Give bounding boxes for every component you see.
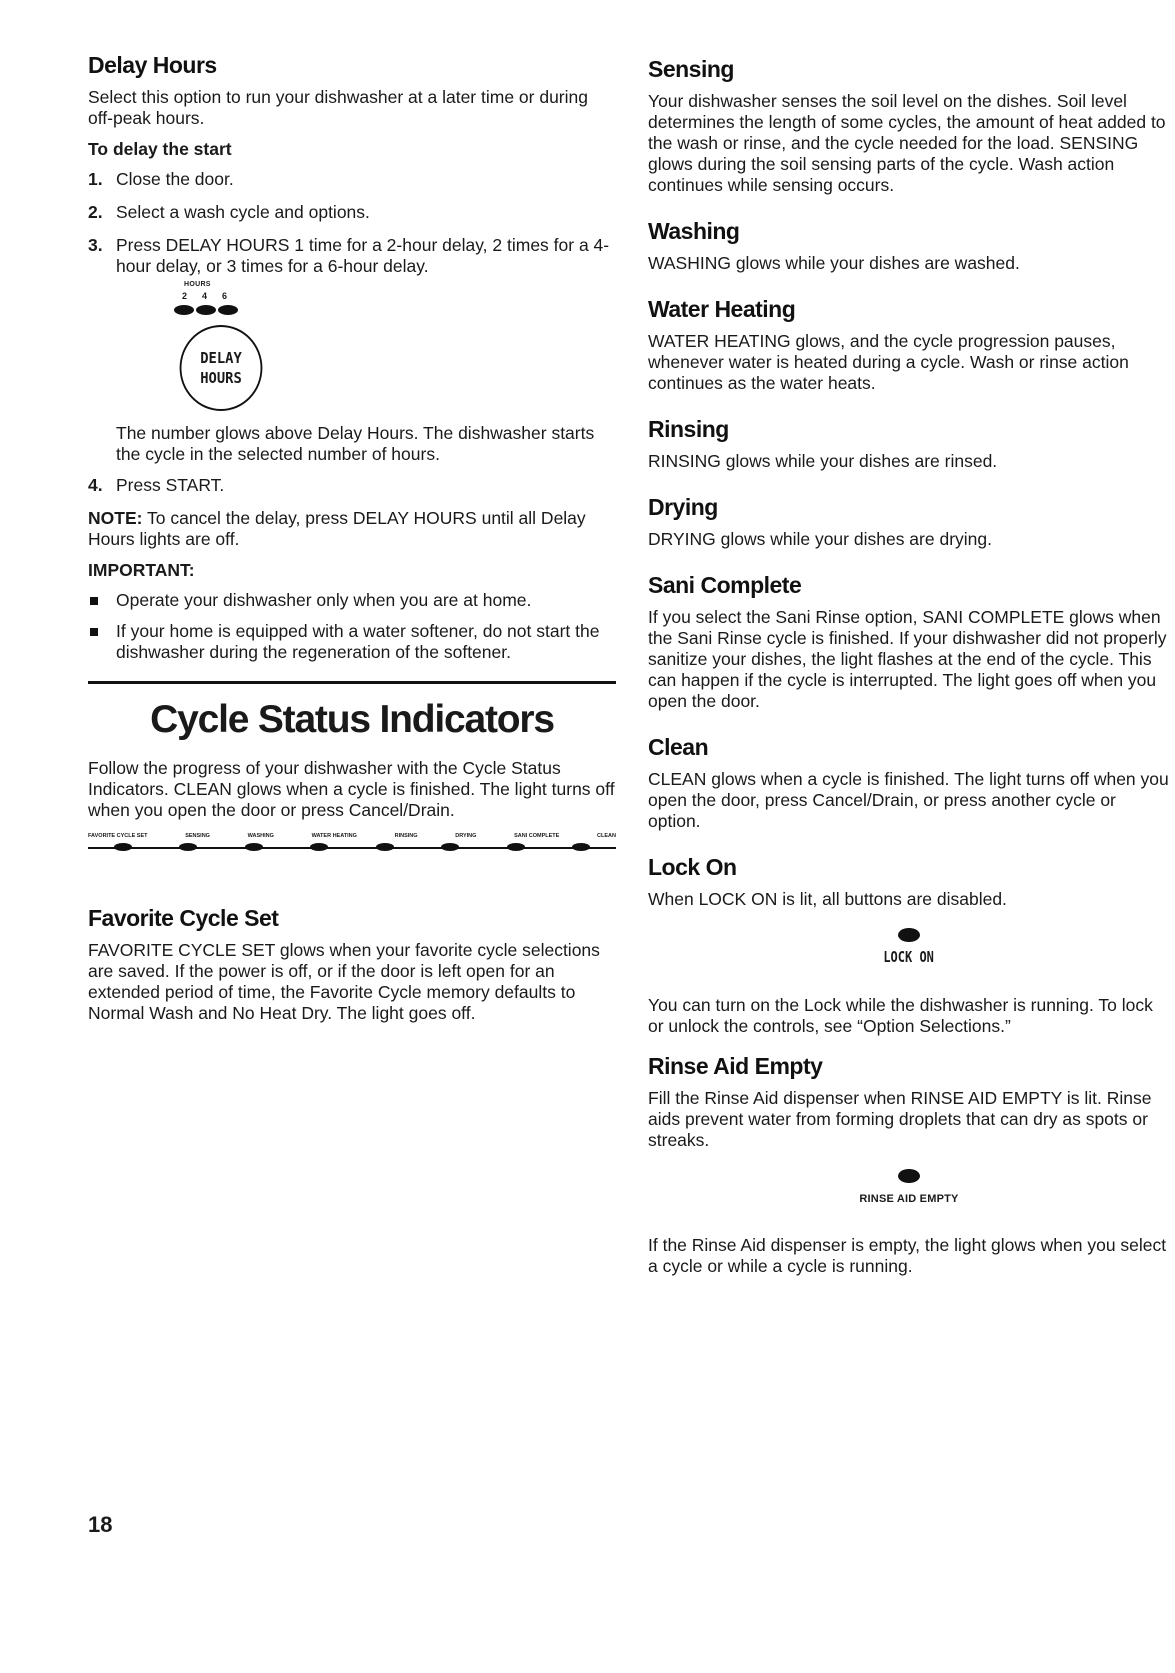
step-1: 1. Close the door. [88,169,234,189]
led-icon [507,843,525,851]
status-strip-labels: FAVORITE CYCLE SET SENSING WASHING WATER HEATING RINSING DRYING SANI COMPLETE CLEAN [88,833,616,839]
sani-complete-section [648,572,1170,712]
page-number: 18 [88,1512,113,1537]
rinse-aid-label: RINSE AID EMPTY [859,1193,959,1205]
rinse-aid-indicator-illustration [648,1169,1170,1207]
led-icon [441,843,459,851]
led-icon [245,843,263,851]
important-label: IMPORTANT: [88,560,195,580]
favorite-cycle-section [88,905,616,1024]
lock-on-label: LOCK ON [883,948,935,966]
sensing-section [648,56,1170,196]
washing-section [648,218,1170,274]
clean-text: CLEAN glows when a cycle is finished. The light turns off when you open the door, press Cancel/Drain, or press another cycle or option. [648,769,1169,831]
step-3: 3. Press DELAY HOURS 1 time for a 2-hour delay, 2 times for a 4-hour delay, or 3 times for a 6-hour delay. [88,235,610,276]
favorite-cycle-heading: Favorite Cycle Set [88,905,279,931]
delay-hours-section [88,52,616,663]
lock-on-indicator-illustration [648,928,1170,967]
rinsing-section [648,416,1170,472]
hours-led-row [174,305,238,315]
lock-on-text: When LOCK ON is lit, all buttons are disabled. [648,889,1007,909]
led-6-hours-icon [218,305,238,315]
water-heating-text: WATER HEATING glows, and the cycle progression pauses, whenever water is heated during a cycle. Wash or rinse action continues as the water heats. [648,331,1129,393]
rinsing-text: RINSING glows while your dishes are rinsed. [648,451,998,471]
drying-text: DRYING glows while your dishes are drying. [648,529,992,549]
rinse-aid-section [648,1053,1170,1277]
washing-heading: Washing [648,218,740,244]
delay-hours-intro: Select this option to run your dishwasher at a later time or during off-peak hours. [88,87,588,128]
sani-complete-heading: Sani Complete [648,572,802,598]
led-2-hours-icon [174,305,194,315]
favorite-cycle-text: FAVORITE CYCLE SET glows when your favorite cycle selections are saved. If the power is off, or if the door is left open for an extended period of time, the Favorite Cycle memory defaults to Normal Wash and No Heat Dry. The light goes off. [88,940,600,1023]
delay-note: NOTE: To cancel the delay, press DELAY HOURS until all Delay Hours lights are off. [88,508,586,549]
bullet-item: Operate your dishwasher only when you are at home. [88,590,616,611]
lock-on-heading: Lock On [648,854,737,880]
sensing-heading: Sensing [648,56,734,82]
clean-section [648,734,1170,832]
water-heating-section [648,296,1170,394]
rinsing-heading: Rinsing [648,416,729,442]
important-bullets [88,590,616,663]
cycle-status-intro: Follow the progress of your dishwasher with the Cycle Status Indicators. CLEAN glows when a cycle is finished. The light turns off when you open the door or press Cancel/Drain. [88,758,615,820]
cycle-status-strip-illustration [88,833,616,883]
rinse-aid-text: Fill the Rinse Aid dispenser when RINSE AID EMPTY is lit. Rinse aids prevent water from forming droplets that can dry as spots or streaks. [648,1088,1152,1150]
lock-on-led-icon [898,928,920,942]
rinse-aid-led-icon [898,1169,920,1183]
washing-text: WASHING glows while your dishes are washed. [648,253,1020,273]
delay-hours-button-icon: DELAY HOURS [180,325,263,411]
water-heating-heading: Water Heating [648,296,796,322]
step-4: 4. Press START. [88,475,225,495]
clean-heading: Clean [648,734,709,760]
delay-hours-heading: Delay Hours [88,52,217,78]
delay-start-subheading: To delay the start [88,139,232,159]
section-divider [88,681,616,684]
cycle-status-section [88,698,616,883]
right-column [648,56,1170,1299]
cycle-status-heading: Cycle Status Indicators [150,698,554,741]
step-2: 2. Select a wash cycle and options. [88,202,370,222]
status-strip-leds [88,843,616,851]
led-icon [376,843,394,851]
led-icon [572,843,590,851]
rinse-aid-heading: Rinse Aid Empty [648,1053,823,1079]
delay-steps-cont [88,475,616,496]
sani-complete-text: If you select the Sani Rinse option, SANI COMPLETE glows when the Sani Rinse cycle is finished. If your dishwasher did not properly sanitize your dishes, the light flashes at the end of the cycle. This can happen if the cycle is interrupted. The light goes off when you open the door. [648,607,1167,711]
delay-steps [88,169,616,277]
led-icon [114,843,132,851]
delay-hours-panel-illustration [116,281,616,423]
rinse-aid-after-text: If the Rinse Aid dispenser is empty, the light glows when you select a cycle or while a cycle is running. [648,1235,1167,1276]
lock-on-after-text: You can turn on the Lock while the dishwasher is running. To lock or unlock the controls, see “Option Selections.” [648,995,1153,1036]
drying-section [648,494,1170,550]
led-icon [179,843,197,851]
lock-on-section [648,854,1170,1037]
led-4-hours-icon [196,305,216,315]
hours-label: HOURS [184,281,211,288]
led-icon [310,843,328,851]
bullet-item: If your home is equipped with a water softener, do not start the dishwasher during the regeneration of the softener. [88,621,616,663]
drying-heading: Drying [648,494,718,520]
hours-values: 2 4 6 [182,291,228,301]
delay-after-panel-text: The number glows above Delay Hours. The dishwasher starts the cycle in the selected number of hours. [116,423,595,464]
left-column [88,52,616,1024]
sensing-text: Your dishwasher senses the soil level on the dishes. Soil level determines the length of some cycles, the amount of heat added to the wash or rinse, and the cycle needed for the load. SENSING glows during the soil sensing parts of the cycle. Wash action continues while sensing occurs. [648,91,1166,195]
